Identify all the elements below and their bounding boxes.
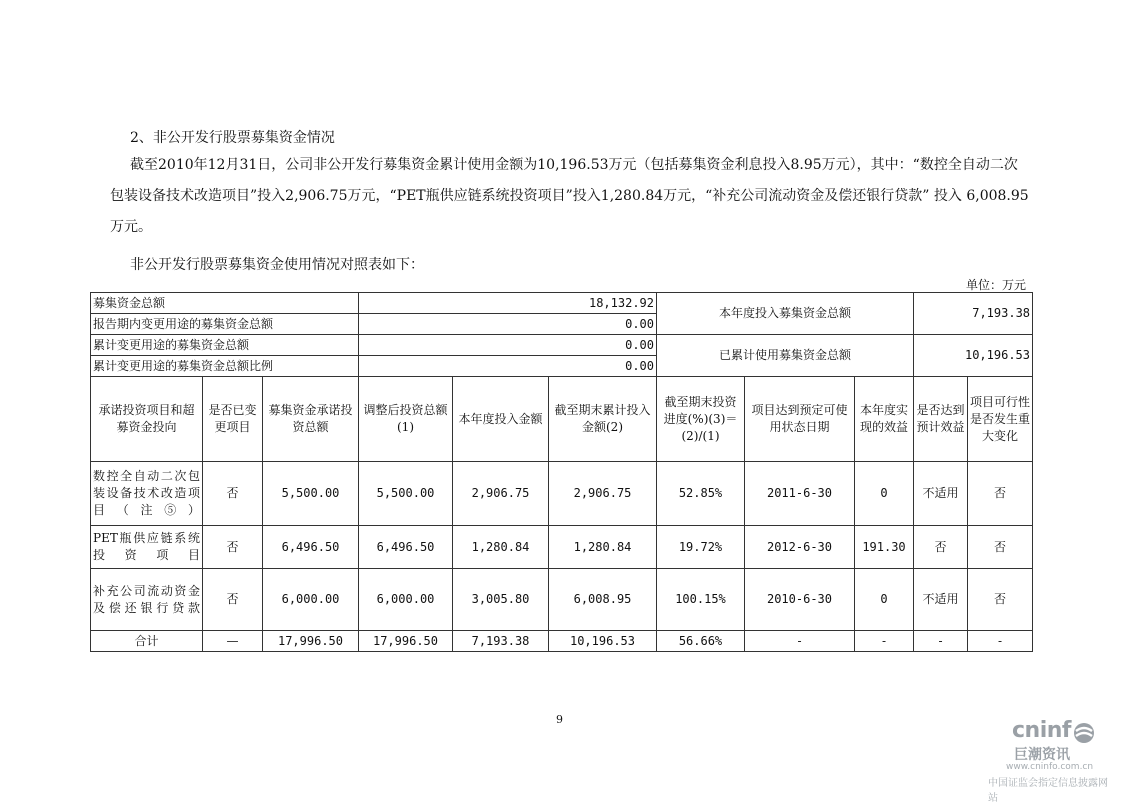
column-header: 是否已变更项目 <box>203 377 263 462</box>
changed-period-label: 报告期内变更用途的募集资金总额 <box>91 314 359 335</box>
cell: 6,496.50 <box>359 526 453 569</box>
table-header-row <box>91 377 1033 462</box>
cell: 2,906.75 <box>549 462 657 526</box>
cell: 否 <box>968 569 1033 631</box>
column-header: 承诺投资项目和超募资金投向 <box>91 377 203 462</box>
cell: 56.66% <box>657 631 745 652</box>
cell: 6,496.50 <box>263 526 359 569</box>
total-funds-label: 募集资金总额 <box>91 293 359 314</box>
cell: 19.72% <box>657 526 745 569</box>
cninfo-watermark-logo <box>986 718 1116 804</box>
changed-period-value: 0.00 <box>359 314 657 335</box>
cell: 否 <box>203 526 263 569</box>
project-name: 数控全自动二次包装设备技术改造项目（注⑤） <box>91 462 203 526</box>
cell: — <box>203 631 263 652</box>
summary-row <box>91 335 1033 356</box>
logo-tagline: 中国证监会指定信息披露网站 <box>988 778 1108 804</box>
changed-cum-value: 0.00 <box>359 335 657 356</box>
cell: 17,996.50 <box>263 631 359 652</box>
body-paragraph-table-intro: 非公开发行股票募集资金使用情况对照表如下： <box>130 257 424 273</box>
cell: 100.15% <box>657 569 745 631</box>
table-row <box>91 462 1033 526</box>
logo-chinese-name: 巨潮资讯 <box>1014 747 1070 763</box>
column-header: 是否达到预计效益 <box>914 377 968 462</box>
total-row <box>91 631 1033 652</box>
table-row <box>91 569 1033 631</box>
changed-cum-label: 累计变更用途的募集资金总额 <box>91 335 359 356</box>
cell: 191.30 <box>855 526 914 569</box>
column-header: 调整后投资总额(1) <box>359 377 453 462</box>
column-header: 募集资金承诺投资总额 <box>263 377 359 462</box>
cell: 7,193.38 <box>453 631 549 652</box>
cell: 52.85% <box>657 462 745 526</box>
cell: 6,008.95 <box>549 569 657 631</box>
cell: - <box>745 631 855 652</box>
swirl-logo-icon <box>1072 722 1096 744</box>
page-number: 9 <box>556 713 563 726</box>
cell: 不适用 <box>914 569 968 631</box>
column-header: 截至期末投资进度(%)(3)＝(2)/(1) <box>657 377 745 462</box>
cell: 2010-6-30 <box>745 569 855 631</box>
logo-url: www.cninfo.com.cn <box>1006 762 1094 772</box>
cell: 0 <box>855 462 914 526</box>
cum-used-label: 已累计使用募集资金总额 <box>657 335 914 377</box>
table-row <box>91 526 1033 569</box>
unit-label: 单位：万元 <box>966 278 1027 292</box>
total-funds-value: 18,132.92 <box>359 293 657 314</box>
project-name: 补充公司流动资金及偿还银行贷款 <box>91 569 203 631</box>
total-label: 合计 <box>91 631 203 652</box>
body-paragraph-usage: 截至2010年12月31日，公司非公开发行募集资金累计使用金额为10,196.53万元（包括募集资金利息投入8.95万元），其中：“数控全自动二次包装设备技术改造项目”投入2,906.75万元，“PET瓶供应链系统投资项目”投入1,280.84万元，“补充公司流动资金及偿还银行贷款” 投入 6,008.95万元。 <box>110 157 1029 235</box>
project-name: PET瓶供应链系统投资项目 <box>91 526 203 569</box>
changed-ratio-value: 0.00 <box>359 356 657 377</box>
cell: 10,196.53 <box>549 631 657 652</box>
column-header: 项目可行性是否发生重大变化 <box>968 377 1033 462</box>
cell: 5,500.00 <box>263 462 359 526</box>
cell: 1,280.84 <box>549 526 657 569</box>
cell: 否 <box>968 462 1033 526</box>
column-header: 本年度投入金额 <box>453 377 549 462</box>
column-header: 截至期末累计投入金额(2) <box>549 377 657 462</box>
cum-used-value: 10,196.53 <box>914 335 1033 377</box>
cell: 否 <box>968 526 1033 569</box>
cell: - <box>914 631 968 652</box>
cell: 2,906.75 <box>453 462 549 526</box>
cell: 2011-6-30 <box>745 462 855 526</box>
year-invest-label: 本年度投入募集资金总额 <box>657 293 914 335</box>
cell: 5,500.00 <box>359 462 453 526</box>
cell: 不适用 <box>914 462 968 526</box>
cell: 否 <box>203 569 263 631</box>
cell: - <box>855 631 914 652</box>
cell: 2012-6-30 <box>745 526 855 569</box>
cell: 6,000.00 <box>263 569 359 631</box>
cell: 否 <box>914 526 968 569</box>
cell: - <box>968 631 1033 652</box>
changed-ratio-label: 累计变更用途的募集资金总额比例 <box>91 356 359 377</box>
fund-usage-table <box>90 292 1033 652</box>
year-invest-value: 7,193.38 <box>914 293 1033 335</box>
cell: 17,996.50 <box>359 631 453 652</box>
column-header: 项目达到预定可使用状态日期 <box>745 377 855 462</box>
column-header: 本年度实现的效益 <box>855 377 914 462</box>
section-heading: 2、非公开发行股票募集资金情况 <box>130 130 335 146</box>
cell: 1,280.84 <box>453 526 549 569</box>
cell: 3,005.80 <box>453 569 549 631</box>
summary-row <box>91 293 1033 314</box>
logo-brand-text: cninf <box>1012 718 1071 743</box>
cell: 6,000.00 <box>359 569 453 631</box>
cell: 否 <box>203 462 263 526</box>
cell: 0 <box>855 569 914 631</box>
